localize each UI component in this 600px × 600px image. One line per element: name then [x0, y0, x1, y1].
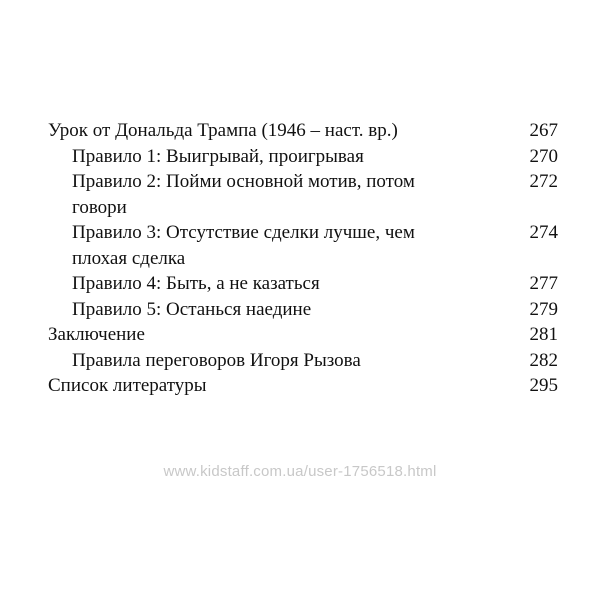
- toc-entry-title: Правило 4: Быть, а не казаться: [72, 273, 320, 294]
- toc-entry-rule-5: [48, 297, 558, 323]
- toc-entry-title: Правило 2: Пойми основной мотив, потом говори: [72, 171, 415, 218]
- toc-entry-rule-2: [48, 169, 558, 220]
- toc-entry-page: 267: [529, 120, 558, 141]
- toc-entry-title: Урок от Дональда Трампа (1946 – наст. вр.): [48, 120, 398, 141]
- toc-entry-page: 279: [529, 298, 558, 320]
- toc-entry-bibliography: [48, 373, 558, 399]
- toc-entry-title: Список литературы: [48, 375, 207, 396]
- toc-entry-title: Правило 3: Отсутствие сделки лучше, чем плохая сделка: [72, 222, 415, 269]
- toc-entry-page: 295: [529, 375, 558, 396]
- toc-entry-ryzov-rules: [48, 348, 558, 374]
- toc-entry-page: 282: [529, 349, 558, 371]
- toc-entry-rule-1: [48, 144, 558, 170]
- toc-entry-page: 274: [529, 222, 558, 243]
- toc-entry-page: 281: [529, 324, 558, 345]
- toc-entry-rule-4: [48, 271, 558, 297]
- toc-entry-title: Правила переговоров Игоря Рызова: [72, 349, 361, 371]
- toc-entry-page: 277: [529, 273, 558, 294]
- toc-entry-rule-3: [48, 220, 558, 271]
- toc-entry-title: Правило 5: Останься наедине: [72, 298, 312, 320]
- toc-entry-title: Правило 1: Выигрывай, проигрывая: [72, 145, 364, 167]
- watermark-url: www.kidstaff.com.ua/user-1756518.html: [163, 463, 437, 480]
- toc-entry-conclusion: [48, 322, 558, 348]
- toc-entry-title: Заключение: [48, 324, 145, 345]
- toc-entry-trump-lesson: [48, 118, 558, 144]
- table-of-contents: [48, 118, 558, 399]
- toc-entry-page: 272: [529, 171, 558, 192]
- toc-entry-page: 270: [529, 145, 558, 167]
